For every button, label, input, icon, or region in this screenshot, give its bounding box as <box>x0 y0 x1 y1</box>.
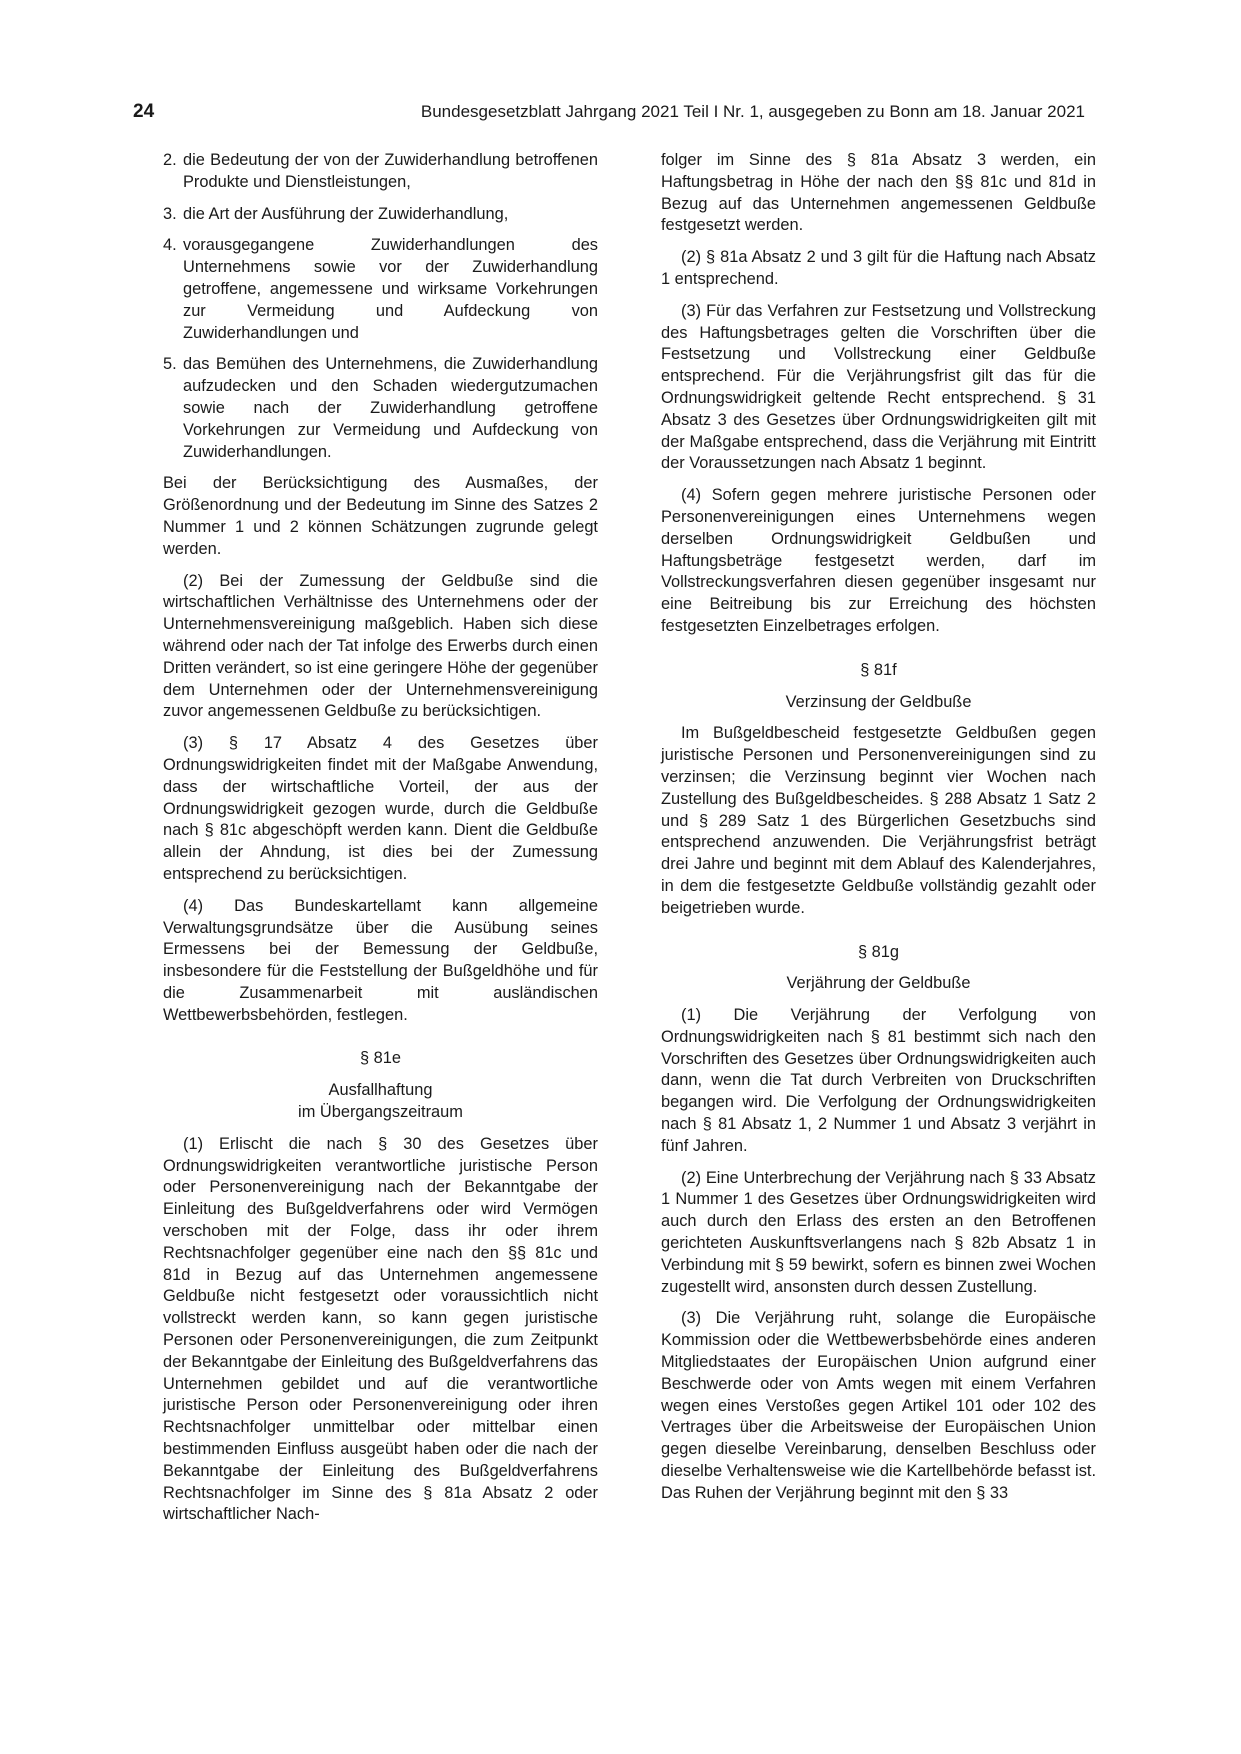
paragraph: (1) Die Verjährung der Verfolgung von Ordnungswidrigkeiten nach § 81 bestimmt sich nach den Vorschriften des Gesetzes über Ordnungswidrigkeiten auch dann, wenn die Tat durch Verbreiten von Druckschriften begangen wird. Die Verfolgung der Ordnungswidrigkeiten nach § 81 Absatz 1, 2 Nummer 1 und Absatz 3 verjährt in fünf Jahren. <box>661 1006 1096 1155</box>
section-title: Verjährung der Geldbuße <box>786 974 971 993</box>
list-item-number: 5. <box>163 355 177 374</box>
paragraph: Im Bußgeldbescheid festgesetzte Geldbußen gegen juristische Personen und Personenvereinigungen sind zu verzinsen; die Verzinsung beginnt vier Wochen nach Zustellung des Bußgeldbescheides. § 288 Absatz 1 Satz 2 und § 289 Satz 1 des Bürgerlichen Gesetzbuchs sind entsprechend anzuwenden. Die Verjährungsfrist beträgt drei Jahre und beginnt mit dem Ablauf des Kalenderjahres, in dem die festgesetzte Geldbuße vollständig gezahlt oder beigetrieben wurde. <box>661 724 1096 917</box>
paragraph: (4) Das Bundeskartellamt kann allgemeine Verwaltungsgrundsätze über die Ausübung seines Ermessens bei der Bemessung der Geldbuße, insbesondere für die Feststellung der Bußgeldhöhe und für die Zusammenarbeit mit ausländischen Wettbewerbsbehörden, festlegen. <box>163 896 598 1024</box>
running-head: Bundesgesetzblatt Jahrgang 2021 Teil I Nr. 1, ausgegeben zu Bonn am 18. Januar 2021 <box>420 102 1085 121</box>
numbered-list <box>163 150 598 463</box>
left-column <box>163 150 598 1526</box>
section-number: § 81e <box>359 1049 402 1068</box>
paragraph: (1) Erlischt die nach § 30 des Gesetzes über Ordnungswidrigkeiten verantwortliche juristische Person oder Personenvereinigung nach der Bekanntgabe der Einleitung des Bußgeldverfahrens oder wird Vermögen verschoben mit der Folge, dass ihr oder ihrem Rechtsnachfolger gegenüber eine nach den §§ 81c und 81d in Bezug auf das Unternehmen angemessene Geldbuße nicht festgesetzt oder voraussichtlich nicht vollstreckt werden kann, so kann gegen juristische Personen oder Personenvereinigungen, die zum Zeitpunkt der Bekanntgabe der Einleitung des Bußgeldverfahrens das Unternehmen gebildet und auf die verantwortliche juristische Person oder Personenvereinigung oder ihren Rechtsnachfolger unmittelbar oder mittelbar einen bestimmenden Einfluss ausgeübt haben oder die nach der Bekanntgabe der Einleitung des Bußgeldverfahrens Rechtsnachfolger im Sinne des § 81a Absatz 2 oder wirtschaftlicher Nach- <box>163 1134 598 1524</box>
paragraph: (3) Die Verjährung ruht, solange die Europäische Kommission oder die Wettbewerbsbehörde eines anderen Mitgliedstaates der Europäischen Union aufgrund einer Beschwerde oder von Amts wegen mit einem Verfahren wegen eines Verstoßes gegen Artikel 101 oder 102 des Vertrages über die Arbeitsweise der Europäischen Union gegen dieselbe Vereinbarung, denselben Beschluss oder dieselbe Verhaltensweise wie die Kartellbehörde befasst ist. Das Ruhen der Verjährung beginnt mit den § 33 <box>661 1309 1096 1502</box>
list-item-text: die Art der Ausführung der Zuwiderhandlung, <box>183 204 509 223</box>
section-title-line: im Übergangszeitraum <box>298 1103 463 1122</box>
list-item <box>163 150 598 194</box>
list-item-number: 4. <box>163 236 177 255</box>
paragraph: (2) Eine Unterbrechung der Verjährung nach § 33 Absatz 1 Nummer 1 des Gesetzes über Ordnungswidrigkeiten wird auch durch den Erlass des ersten an den Betroffenen gerichteten Auskunftsverlangens nach § 82b Absatz 1 in Verbindung mit § 59 bewirkt, sofern es binnen zwei Wochen zugestellt wird, ansonsten durch dessen Zustellung. <box>661 1168 1096 1296</box>
list-item-number: 2. <box>163 151 177 169</box>
list-item <box>163 235 598 344</box>
list-item <box>163 204 598 226</box>
paragraph: Bei der Berücksichtigung des Ausmaßes, der Größenordnung und der Bedeutung im Sinne des Satzes 2 Nummer 1 und 2 können Schätzungen zugrunde gelegt werden. <box>163 474 598 558</box>
section-number: § 81g <box>857 942 900 961</box>
paragraph: (2) Bei der Zumessung der Geldbuße sind die wirtschaftlichen Verhältnisse des Unternehmens oder der Unternehmensvereinigung maßgeblich. Haben sich diese während oder nach der Tat infolge des Erwerbs durch einen Dritten verändert, so ist eine geringere Höhe der gegenüber dem Unternehmen oder der Unternehmensvereinigung zuvor angemessenen Geldbuße zu berücksichtigen. <box>163 571 598 721</box>
list-item-text: die Bedeutung der von der Zuwiderhandlung betroffenen Produkte und Dienstleistungen, <box>183 151 598 191</box>
list-item-number: 3. <box>163 204 177 223</box>
paragraph: (4) Sofern gegen mehrere juristische Personen oder Personenvereinigungen eines Unternehmens wegen derselben Ordnungswidrigkeit Geldbußen und Haftungsbeträge festgesetzt werden, darf im Vollstreckungsverfahren diesen gegenüber insgesamt nur eine Beitreibung bis zur Erreichung des höchsten festgesetzten Einzelbetrages erfolgen. <box>661 486 1096 635</box>
list-item <box>163 354 598 463</box>
page-number: 24 <box>133 101 155 122</box>
paragraph: folger im Sinne des § 81a Absatz 3 werden, ein Haftungsbetrag in Höhe der nach den §§ 81c und 81d in Bezug auf das Unternehmen angemessenen Geldbuße festgesetzt werden. <box>661 151 1096 235</box>
section-number: § 81f <box>860 660 897 679</box>
paragraph: (2) § 81a Absatz 2 und 3 gilt für die Haftung nach Absatz 1 entsprechend. <box>661 248 1096 288</box>
section-title <box>163 1080 598 1124</box>
list-item-text: das Bemühen des Unternehmens, die Zuwiderhandlung aufzudecken und den Schaden wiedergutzumachen sowie nach der Zuwiderhandlung getroffene Vorkehrungen zur Vermeidung und Aufdeckung von Zuwiderhandlungen. <box>183 355 598 461</box>
section-title-line: Ausfallhaftung <box>328 1081 433 1100</box>
page-header <box>133 100 1085 124</box>
right-column <box>661 150 1096 1505</box>
list-item-text: vorausgegangene Zuwiderhandlungen des Unternehmens sowie vor der Zuwiderhandlung getroffene, angemessene und wirksame Vorkehrungen zur Vermeidung und Aufdeckung von Zuwiderhandlungen und <box>183 236 598 342</box>
section-title: Verzinsung der Geldbuße <box>785 692 972 711</box>
paragraph: (3) § 17 Absatz 4 des Gesetzes über Ordnungswidrigkeiten findet mit der Maßgabe Anwendung, dass der wirtschaftliche Vorteil, der aus der Ordnungswidrigkeit gezogen wurde, durch die Geldbuße nach § 81c abgeschöpft werden kann. Dient die Geldbuße allein der Ahndung, ist dies bei der Zumessung entsprechend zu berücksichtigen. <box>163 734 598 883</box>
paragraph: (3) Für das Verfahren zur Festsetzung und Vollstreckung des Haftungsbetrages gelten die Vorschriften über die Festsetzung und Vollstreckung einer Geldbuße entsprechend. Für die Verjährungsfrist gilt das für die Ordnungswidrigkeit geltende Recht entsprechend. § 31 Absatz 3 des Gesetzes über Ordnungswidrigkeiten gilt mit der Maßgabe entsprechend, dass die Verjährung mit Eintritt der Voraussetzungen nach Absatz 1 beginnt. <box>661 301 1096 473</box>
